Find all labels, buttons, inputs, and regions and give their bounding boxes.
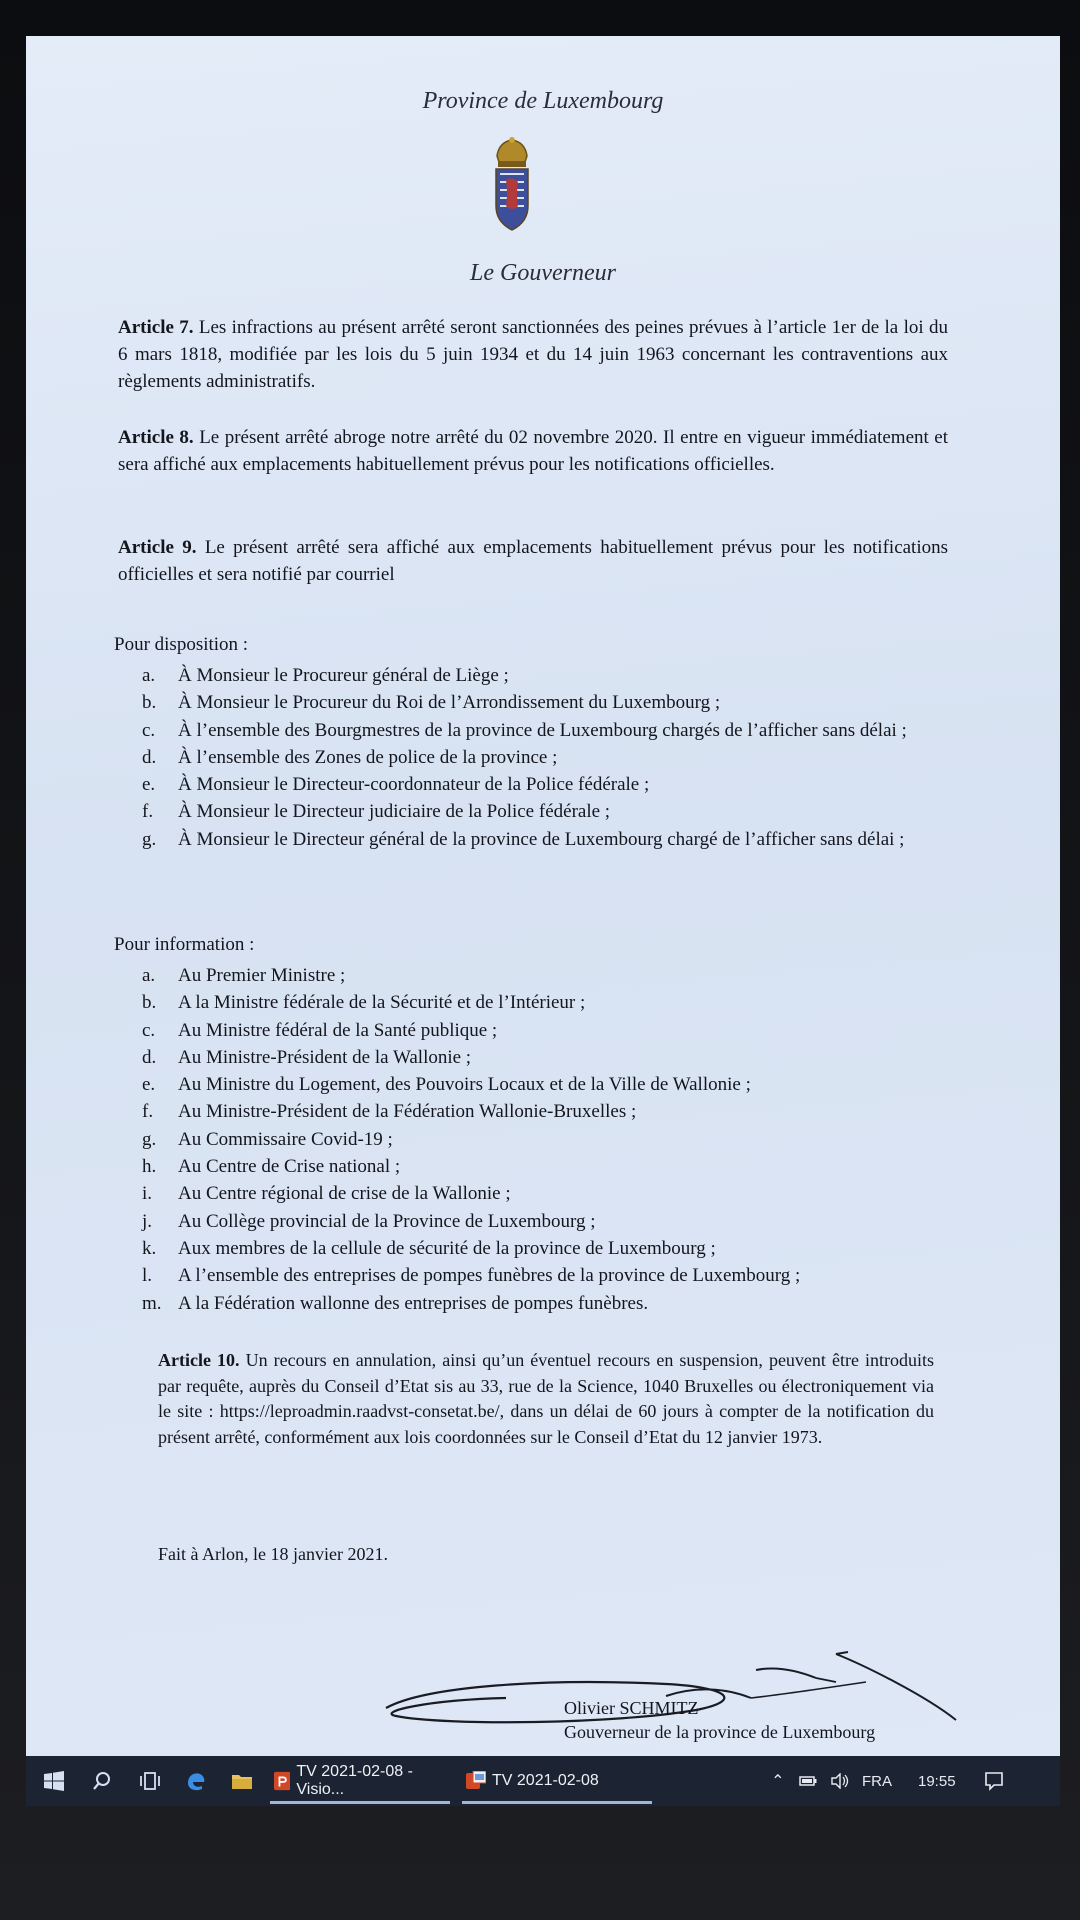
list-item-text: À Monsieur le Directeur judiciaire de la Police fédérale ; xyxy=(178,801,611,823)
list-marker: b. xyxy=(142,692,157,714)
article-9-text: Le présent arrêté sera affiché aux emplacements habituellement prévus pour les notifications officielles et sera notifié par courriel xyxy=(118,537,949,585)
list-item-text: À Monsieur le Directeur-coordonnateur de la Police fédérale ; xyxy=(178,774,650,796)
list-item-text: À Monsieur le Procureur du Roi de l’Arrondissement du Luxembourg ; xyxy=(178,692,721,714)
active-indicator xyxy=(270,1801,450,1804)
taskbar-app-visio[interactable] xyxy=(270,1760,450,1802)
list-item-text: Au Premier Ministre ; xyxy=(178,965,346,986)
list-marker: e. xyxy=(142,1074,156,1096)
active-indicator xyxy=(462,1801,652,1804)
list-item xyxy=(142,1290,972,1317)
list-item-text: Au Collège provincial de la Province de Luxembourg ; xyxy=(178,1210,596,1232)
article-8-label: Article 8. xyxy=(118,427,194,448)
list-marker: c. xyxy=(142,719,156,741)
file-explorer-button[interactable] xyxy=(222,1756,262,1806)
list-marker: f. xyxy=(142,1101,154,1123)
article-7-text: Les infractions au présent arrêté seront sanctionnées des peines prévues à l’article 1er de la loi du 6 mars 1818, modifiée par les lois du 5 juin 1934 et du 14 juin 1963 concernant les contraventions aux règlements administratifs. xyxy=(118,317,948,392)
list-item xyxy=(142,1098,972,1125)
list-item-text: A la Ministre fédérale de la Sécurité et de l’Intérieur ; xyxy=(178,992,586,1014)
article-9-label: Article 9. xyxy=(118,537,197,558)
list-marker: k. xyxy=(142,1237,157,1259)
edge-browser-icon xyxy=(185,1770,207,1792)
powerpoint-icon xyxy=(274,1771,290,1791)
list-marker: d. xyxy=(142,746,157,768)
list-item xyxy=(142,1044,972,1071)
taskbar-app-label: TV 2021-02-08 - Visio... xyxy=(296,1763,413,1798)
document-page xyxy=(26,36,1060,1756)
system-tray xyxy=(764,1756,856,1806)
list-item-text: Au Ministre-Président de la Fédération Wallonie-Bruxelles ; xyxy=(178,1101,637,1123)
input-language-indicator[interactable]: FRA xyxy=(862,1772,892,1790)
list-item-text: Au Ministre fédéral de la Santé publique ; xyxy=(178,1019,498,1041)
list-marker: b. xyxy=(142,992,157,1014)
list-item xyxy=(142,689,932,716)
action-center-button[interactable] xyxy=(974,1756,1014,1806)
disposition-list xyxy=(142,662,932,853)
battery-icon[interactable] xyxy=(799,1775,817,1787)
list-marker: l. xyxy=(142,1265,153,1287)
list-item-text: Aux membres de la cellule de sécurité de la province de Luxembourg ; xyxy=(178,1237,716,1259)
list-marker: a. xyxy=(142,965,156,986)
list-item-text: À l’ensemble des Bourgmestres de la province de Luxembourg chargés de l’afficher sans délai ; xyxy=(178,719,907,741)
list-item xyxy=(142,1017,972,1044)
list-item-text: Au Centre régional de crise de la Wallonie ; xyxy=(178,1183,511,1205)
list-item-text: Au Centre de Crise national ; xyxy=(178,1156,401,1178)
windows-logo-icon xyxy=(44,1771,64,1791)
list-marker: h. xyxy=(142,1156,157,1178)
signer-title: Gouverneur de la province de Luxembourg xyxy=(564,1722,876,1742)
list-item xyxy=(142,798,932,825)
list-marker: c. xyxy=(142,1019,156,1041)
folder-icon xyxy=(231,1772,253,1790)
chevron-up-icon[interactable]: ⌃ xyxy=(771,1773,785,1790)
list-marker: m. xyxy=(142,1292,162,1314)
windows-taskbar xyxy=(26,1756,1060,1806)
task-view-button[interactable] xyxy=(130,1756,170,1806)
article-7-label: Article 7. xyxy=(118,317,194,338)
list-item-text: À l’ensemble des Zones de police de la province ; xyxy=(178,746,558,768)
coat-of-arms-logo xyxy=(489,136,535,260)
list-marker: a. xyxy=(142,665,156,686)
list-marker: d. xyxy=(142,1046,157,1068)
signer-name: Olivier SCHMITZ xyxy=(564,1698,699,1718)
edge-browser-button[interactable] xyxy=(176,1756,216,1806)
list-item xyxy=(142,717,932,744)
list-marker: f. xyxy=(142,801,154,823)
list-item xyxy=(142,1180,972,1207)
slideshow-icon xyxy=(466,1771,486,1791)
signer-block xyxy=(564,1696,875,1744)
list-item-text: À Monsieur le Directeur général de la province de Luxembourg chargé de l’afficher sans délai ; xyxy=(178,828,905,850)
information-heading: Pour information : xyxy=(114,934,255,955)
taskbar-app-label: TV 2021-02-08 xyxy=(492,1772,599,1789)
closing-place-date: Fait à Arlon, le 18 janvier 2021. xyxy=(158,1544,388,1564)
disposition-heading: Pour disposition : xyxy=(114,634,249,655)
list-item xyxy=(142,989,972,1016)
list-item-text: Au Ministre-Président de la Wallonie ; xyxy=(178,1046,472,1068)
start-button[interactable] xyxy=(34,1756,74,1806)
list-marker: e. xyxy=(142,774,156,796)
article-10-text: Un recours en annulation, ainsi qu’un éventuel recours en suspension, peuvent être introduits par requête, auprès du Conseil d’Etat sis au 33, rue de la Science, 1040 Bruxelles ou électroniquement via le site : https://leproadmin.raadvst-consetat.be/, dans un délai de 60 jours à compter de la notification du présent arrêté, conformément aux lois coordonnées sur le Conseil d’Etat du 12 janvier 1973. xyxy=(158,1350,935,1447)
article-10 xyxy=(158,1348,934,1450)
list-item xyxy=(142,744,932,771)
search-icon xyxy=(92,1771,112,1791)
list-item xyxy=(142,662,932,689)
search-button[interactable] xyxy=(82,1756,122,1806)
list-item xyxy=(142,826,932,853)
header-province: Province de Luxembourg xyxy=(422,88,664,114)
taskbar-app-slideshow[interactable] xyxy=(462,1760,652,1802)
list-item xyxy=(142,1153,972,1180)
header-title: Le Gouverneur xyxy=(470,260,616,286)
list-item xyxy=(142,1208,972,1235)
article-9 xyxy=(118,534,948,588)
list-item xyxy=(142,962,972,989)
list-item xyxy=(142,1071,972,1098)
list-marker: i. xyxy=(142,1183,153,1205)
article-8-text: Le présent arrêté abroge notre arrêté du 02 novembre 2020. Il entre en vigueur immédiatement et sera affiché aux emplacements habituellement prévus pour les notifications officielles. xyxy=(118,427,949,475)
list-item xyxy=(142,771,932,798)
article-8 xyxy=(118,424,948,478)
list-marker: j. xyxy=(142,1210,153,1232)
list-item-text: Au Ministre du Logement, des Pouvoirs Locaux et de la Ville de Wallonie ; xyxy=(178,1074,751,1096)
list-marker: g. xyxy=(142,828,157,850)
list-marker: g. xyxy=(142,1128,157,1150)
article-10-label: Article 10. xyxy=(158,1350,240,1370)
task-view-icon xyxy=(139,1771,161,1791)
taskbar-clock[interactable]: 19:55 xyxy=(918,1772,956,1790)
list-item-text: À Monsieur le Procureur général de Liège ; xyxy=(178,665,509,686)
list-item-text: A l’ensemble des entreprises de pompes funèbres de la province de Luxembourg ; xyxy=(178,1265,801,1287)
screen xyxy=(26,36,1060,1806)
volume-icon[interactable] xyxy=(831,1773,849,1789)
list-item-text: A la Fédération wallonne des entreprises de pompes funèbres. xyxy=(178,1292,649,1314)
list-item-text: Au Commissaire Covid-19 ; xyxy=(178,1128,393,1150)
article-7 xyxy=(118,314,948,395)
list-item xyxy=(142,1126,972,1153)
list-item xyxy=(142,1235,972,1262)
list-item xyxy=(142,1262,972,1289)
notification-icon xyxy=(984,1771,1004,1791)
information-list xyxy=(142,962,972,1317)
